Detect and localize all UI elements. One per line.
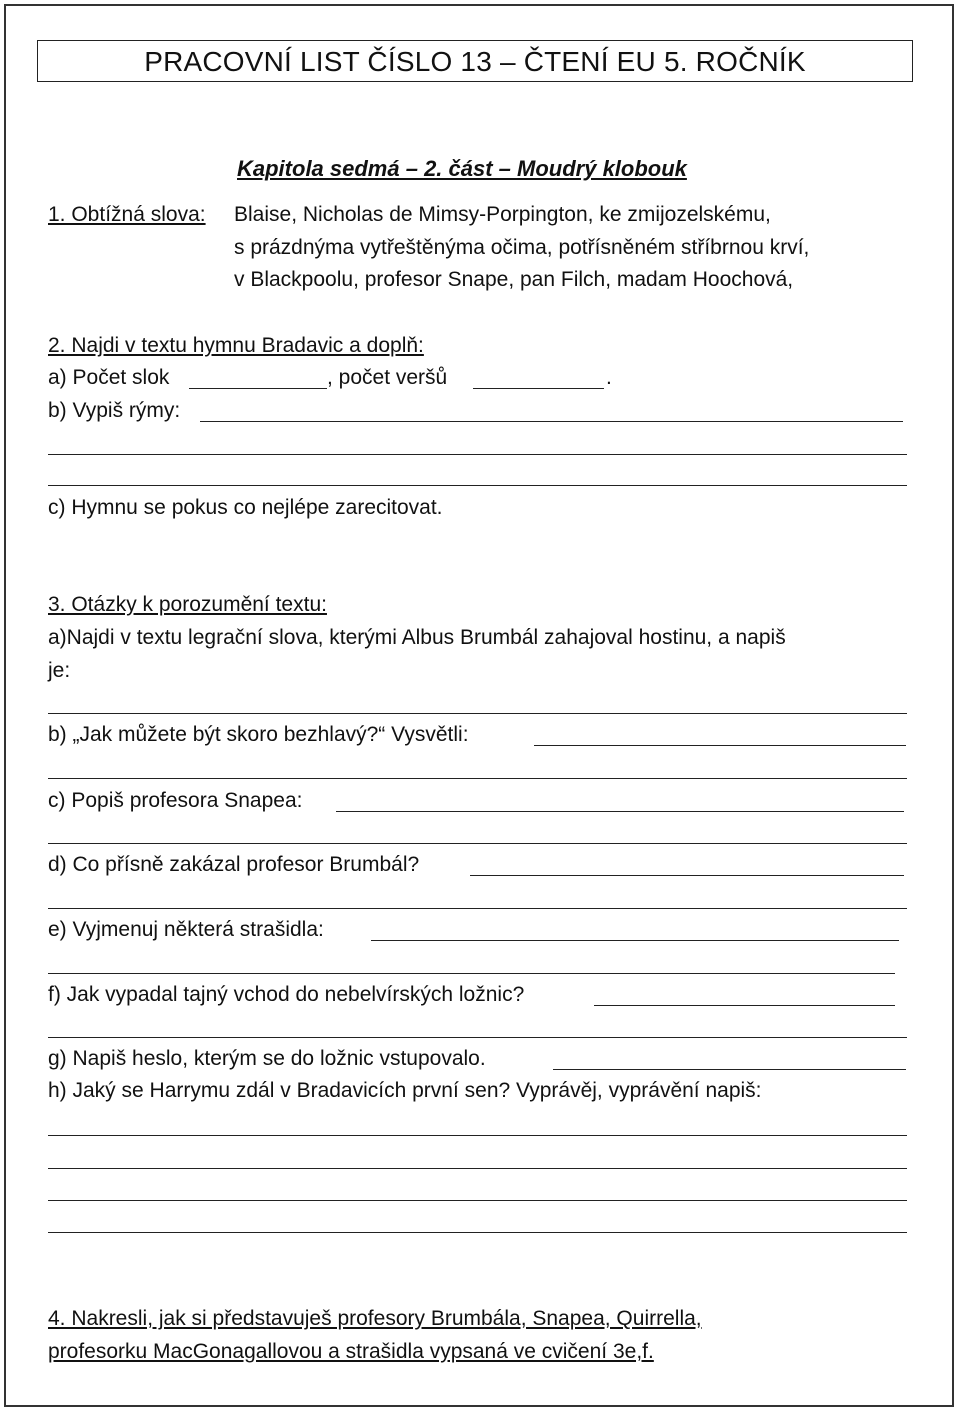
answer-3h-blank-3[interactable] — [48, 1200, 907, 1201]
section-3-heading: 3. Otázky k porozumění textu: — [48, 593, 327, 616]
answer-3h-blank-2[interactable] — [48, 1168, 907, 1169]
answer-3e-blank-1[interactable] — [371, 940, 899, 941]
section-2-heading: 2. Najdi v textu hymnu Bradavic a doplň: — [48, 334, 424, 357]
task-3e-label: e) Vyjmenuj některá strašidla: — [48, 918, 324, 941]
difficult-words-line-3: v Blackpoolu, profesor Snape, pan Filch, madam Hoochová, — [234, 268, 794, 291]
task-3h-label: h) Jaký se Harrymu zdál v Bradavicích první sen? Vyprávěj, vyprávění napiš: — [48, 1079, 762, 1102]
task-3b-label: b) „Jak můžete být skoro bezhlavý?“ Vysvětli: — [48, 723, 469, 746]
difficult-words-label: 1. Obtížná slova: — [48, 203, 206, 226]
rhymes-blank-3[interactable] — [48, 485, 907, 486]
section-4-line-2: profesorku MacGonagallovou a strašidla vypsaná ve cvičení 3e,f. — [48, 1340, 654, 1363]
rhymes-blank-1[interactable] — [200, 421, 903, 422]
answer-3e-blank-2[interactable] — [48, 973, 895, 974]
answer-3g-blank[interactable] — [553, 1069, 906, 1070]
worksheet-title: PRACOVNÍ LIST ČÍSLO 13 – ČTENÍ EU 5. ROČNÍK — [37, 40, 913, 82]
section-4-line-1: 4. Nakresli, jak si představuješ profesory Brumbála, Snapea, Quirrella, — [48, 1307, 702, 1330]
task-2a-middle: , počet veršů — [327, 366, 448, 389]
verse-count-blank[interactable] — [189, 388, 327, 389]
answer-3d-blank-2[interactable] — [48, 908, 907, 909]
chapter-subtitle: Kapitola sedmá – 2. část – Moudrý klobouk — [237, 156, 687, 181]
rhymes-blank-2[interactable] — [48, 454, 907, 455]
answer-3f-blank-1[interactable] — [594, 1005, 895, 1006]
task-3f-label: f) Jak vypadal tajný vchod do nebelvírských ložnic? — [48, 983, 525, 1006]
answer-3f-blank-2[interactable] — [48, 1037, 907, 1038]
task-2b-label: b) Vypiš rýmy: — [48, 399, 181, 422]
task-2a-label: a) Počet slok — [48, 366, 170, 389]
task-3d-label: d) Co přísně zakázal profesor Brumbál? — [48, 853, 420, 876]
difficult-words-line-2: s prázdnýma vytřeštěnýma očima, potřísněném stříbrnou krví, — [234, 236, 810, 259]
task-2c-label: c) Hymnu se pokus co nejlépe zarecitovat. — [48, 496, 443, 519]
answer-3h-blank-4[interactable] — [48, 1232, 907, 1233]
line-count-blank[interactable] — [473, 388, 604, 389]
task-3a-line-1: a)Najdi v textu legrační slova, kterými Albus Brumbál zahajoval hostinu, a napiš — [48, 626, 786, 649]
task-2a-period: . — [606, 366, 612, 389]
answer-3c-blank-1[interactable] — [336, 811, 904, 812]
answer-3h-blank-1[interactable] — [48, 1135, 907, 1136]
answer-3a-blank[interactable] — [48, 713, 907, 714]
answer-3d-blank-1[interactable] — [470, 875, 904, 876]
task-3g-label: g) Napiš heslo, kterým se do ložnic vstupovalo. — [48, 1047, 486, 1070]
answer-3c-blank-2[interactable] — [48, 843, 907, 844]
difficult-words-line-1: Blaise, Nicholas de Mimsy-Porpington, ke zmijozelskému, — [234, 203, 771, 226]
task-3a-line-2: je: — [48, 659, 71, 682]
task-3c-label: c) Popiš profesora Snapea: — [48, 789, 303, 812]
answer-3b-blank-1[interactable] — [534, 745, 906, 746]
answer-3b-blank-2[interactable] — [48, 778, 907, 779]
